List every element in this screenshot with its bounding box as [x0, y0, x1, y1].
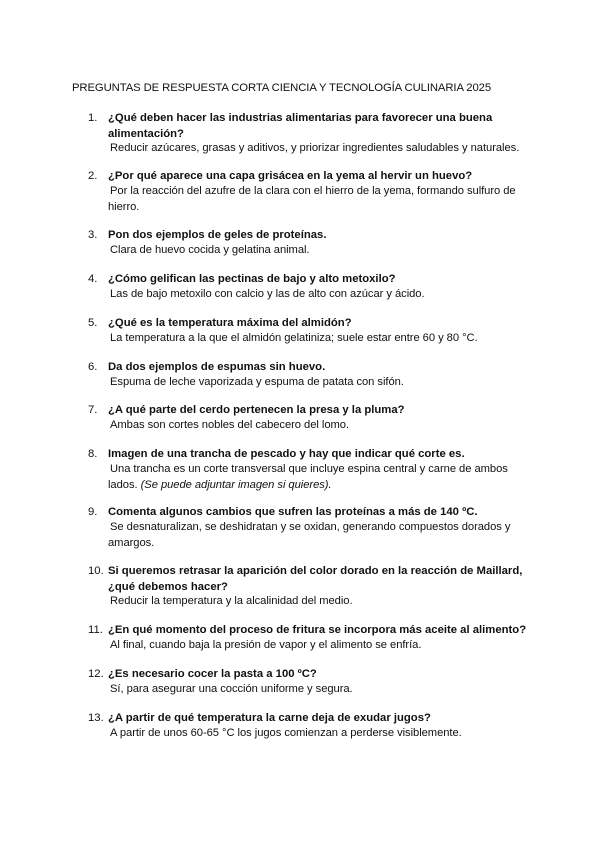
question-number: 2. [88, 170, 98, 182]
answer-text: Clara de huevo cocida y gelatina animal. [110, 244, 310, 256]
answer-text: Ambas son cortes nobles del cabecero del lomo. [110, 419, 349, 431]
answer-text: Por la reacción del azufre de la clara con el hierro de la yema, formando sulfuro de hierro. [108, 185, 516, 213]
question-text: ¿Por qué aparece una capa grisácea en la yema al hervir un huevo? [108, 170, 473, 182]
question-number: 7. [88, 404, 98, 416]
question-text: Si queremos retrasar la aparición del color dorado en la reacción de Maillard, ¿qué debemos hacer? [108, 565, 523, 593]
question-text: ¿Es necesario cocer la pasta a 100 ºC? [108, 668, 317, 680]
question-text: Imagen de una trancha de pescado y hay que indicar qué corte es. [108, 448, 465, 460]
question-number: 9. [88, 506, 98, 518]
answer-text [108, 462, 526, 493]
answer-text: Espuma de leche vaporizada y espuma de patata con sifón. [110, 376, 404, 388]
question-text: ¿En qué momento del proceso de fritura se incorpora más aceite al alimento? [108, 624, 527, 636]
question-text: ¿Cómo gelifican las pectinas de bajo y alto metoxilo? [108, 273, 396, 285]
question-number: 1. [88, 112, 98, 124]
answer-body: Una trancha es un corte transversal que incluye espina central y carne de ambos lados. [108, 463, 508, 491]
answer-text: Reducir azúcares, grasas y aditivos, y priorizar ingredientes saludables y naturales. [110, 142, 520, 154]
answer-text: A partir de unos 60-65 °C los jugos comienzan a perderse visiblemente. [110, 727, 462, 739]
question-number: 10. [88, 565, 104, 577]
question-number: 13. [88, 712, 104, 724]
question-number: 4. [88, 273, 98, 285]
answer-text: Se desnaturalizan, se deshidratan y se oxidan, generando compuestos dorados y amargos. [108, 521, 511, 549]
answer-text: Las de bajo metoxilo con calcio y las de alto con azúcar y ácido. [110, 288, 425, 300]
question-text: ¿Qué es la temperatura máxima del almidón? [108, 317, 352, 329]
question-number: 11. [88, 624, 103, 636]
question-number: 12. [88, 668, 104, 680]
answer-text: Sí, para asegurar una cocción uniforme y segura. [110, 683, 353, 695]
question-number: 5. [88, 317, 98, 329]
question-text: Comenta algunos cambios que sufren las proteínas a más de 140 ºC. [108, 506, 478, 518]
answer-text: Al final, cuando baja la presión de vapor y el alimento se enfría. [110, 639, 422, 651]
question-number: 8. [88, 448, 98, 460]
question-text: ¿Qué deben hacer las industrias alimentarias para favorecer una buena alimentación? [108, 112, 493, 140]
answer-text: Reducir la temperatura y la alcalinidad del medio. [110, 595, 353, 607]
question-text: Pon dos ejemplos de geles de proteínas. [108, 229, 327, 241]
question-number: 3. [88, 229, 98, 241]
question-text: Da dos ejemplos de espumas sin huevo. [108, 361, 326, 373]
question-number: 6. [88, 361, 98, 373]
document-title: PREGUNTAS DE RESPUESTA CORTA CIENCIA Y TECNOLOGÍA CULINARIA 2025 [72, 82, 492, 94]
answer-text: La temperatura a la que el almidón gelatiniza; suele estar entre 60 y 80 °C. [110, 332, 478, 344]
question-text: ¿A qué parte del cerdo pertenecen la presa y la pluma? [108, 404, 405, 416]
answer-note: (Se puede adjuntar imagen si quieres). [140, 478, 332, 491]
question-text: ¿A partir de qué temperatura la carne deja de exudar jugos? [108, 712, 431, 724]
